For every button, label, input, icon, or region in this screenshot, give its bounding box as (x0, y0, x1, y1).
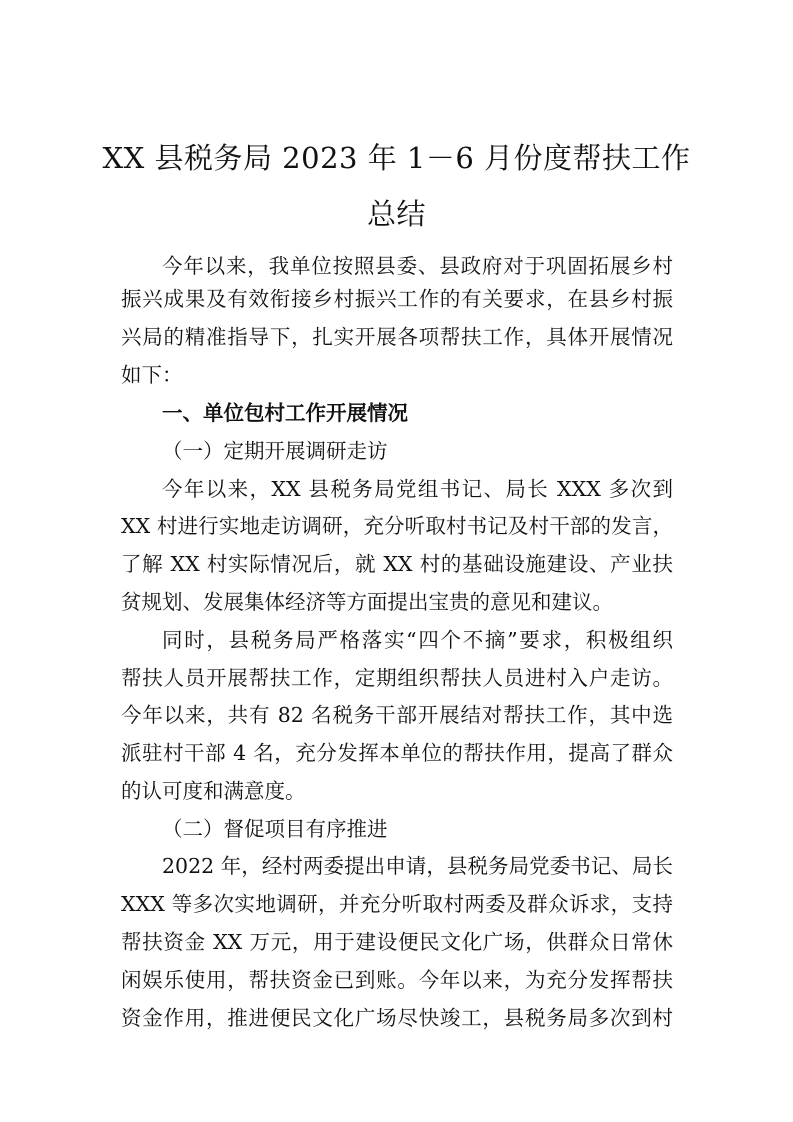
paragraph-line: 派驻村干部 4 名，充分发挥本单位的帮扶作用，提高了群众 (121, 741, 673, 765)
paragraph-line: 的认可度和满意度。 (121, 779, 306, 803)
paragraph-line: 今年以来，共有 82 名税务干部开展结对帮扶工作，其中选 (121, 703, 673, 727)
paragraph-line: 今年以来，XX 县税务局党组书记、局长 XXX 多次到 (162, 477, 673, 501)
document-title-line2: 总结 (366, 197, 426, 231)
paragraph-line: 同时，县税务局严格落实“四个不摘”要求，积极组织 (162, 628, 673, 652)
section-heading: 一、单位包村工作开展情况 (162, 401, 408, 425)
paragraph-line: 振兴成果及有效衔接乡村振兴工作的有关要求，在县乡村振 (121, 287, 673, 311)
paragraph-line: 资金作用，推进便民文化广场尽快竣工，县税务局多次到村 (121, 1006, 673, 1030)
paragraph-line: 帮扶人员开展帮扶工作，定期组织帮扶人员进村入户走访。 (121, 666, 673, 690)
paragraph-line: 帮扶资金 XX 万元，用于建设便民文化广场，供群众日常休 (121, 930, 673, 954)
paragraph-line: 2022 年，经村两委提出申请，县税务局党委书记、局长 (162, 854, 673, 878)
paragraph-line: 今年以来，我单位按照县委、县政府对于巩固拓展乡村 (162, 254, 673, 278)
subsection-heading: （二）督促项目有序推进 (162, 817, 388, 841)
paragraph-line: 兴局的精准指导下，扎实开展各项帮扶工作，具体开展情况 (121, 325, 673, 349)
document-title-line1: XX 县税务局 2023 年 1－6 月份度帮扶工作 (102, 141, 691, 175)
subsection-heading: （一）定期开展调研走访 (162, 439, 388, 463)
paragraph-line: XXX 等多次实地调研，并充分听取村两委及群众诉求，支持 (121, 892, 673, 916)
paragraph-line: 贫规划、发展集体经济等方面提出宝贵的意见和建议。 (121, 590, 613, 614)
paragraph-line: 如下： (121, 363, 183, 387)
paragraph-line: 了解 XX 村实际情况后，就 XX 村的基础设施建设、产业扶 (121, 552, 673, 576)
paragraph-line: XX 村进行实地走访调研，充分听取村书记及村干部的发言， (121, 514, 673, 538)
paragraph-line: 闲娱乐使用，帮扶资金已到账。今年以来，为充分发挥帮扶 (121, 968, 673, 992)
